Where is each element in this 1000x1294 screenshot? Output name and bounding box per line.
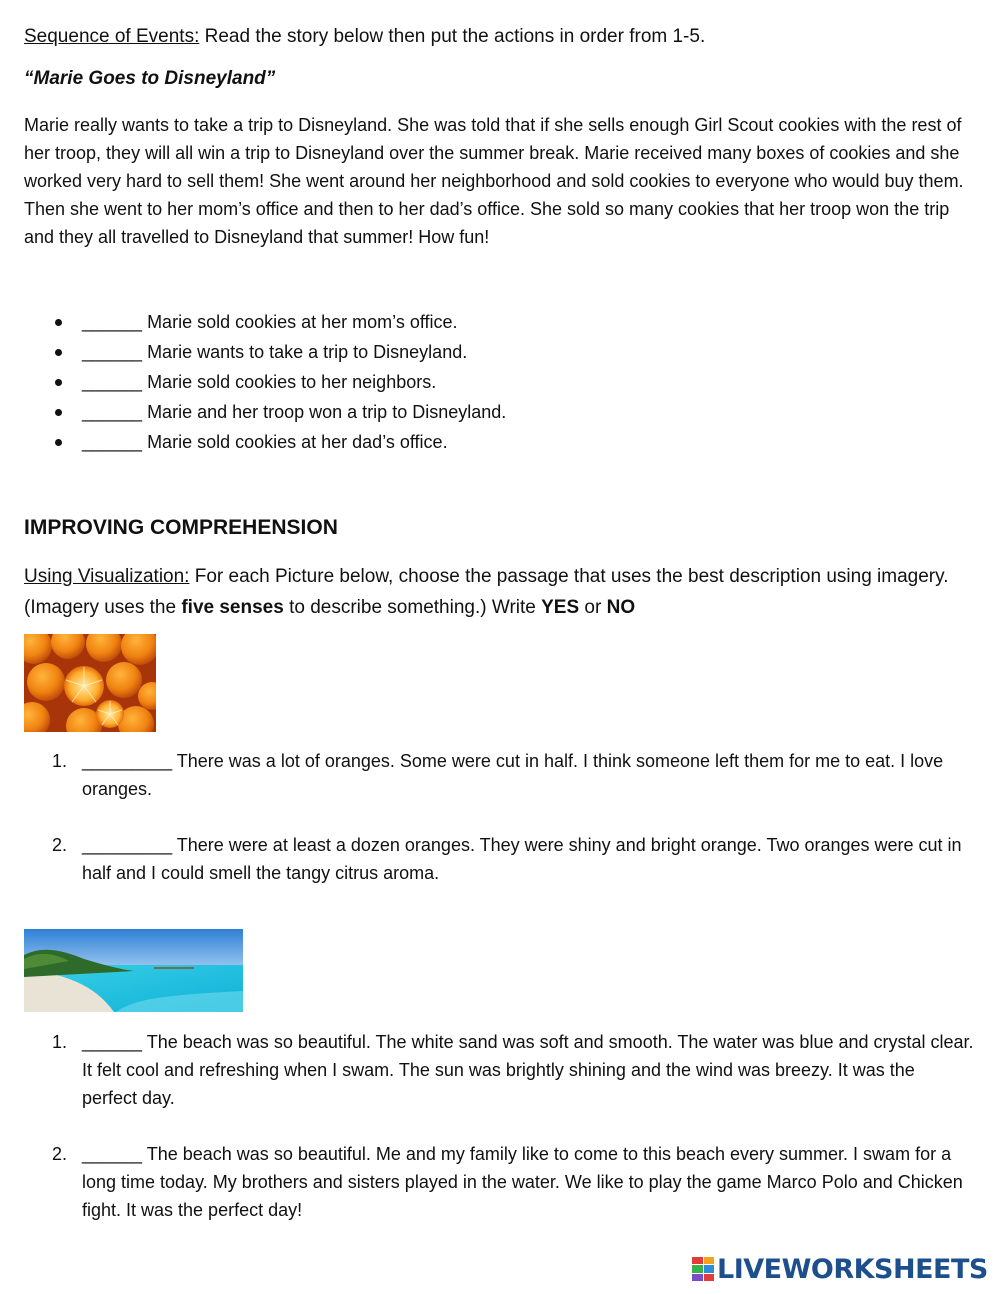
story-text <box>24 111 974 251</box>
list-item[interactable] <box>24 338 924 368</box>
beach-picture <box>24 929 243 1012</box>
list-item[interactable] <box>24 308 924 338</box>
logo-text: LIVEWORKSHEETS <box>717 1253 988 1285</box>
visualization-label: Using Visualization: <box>24 566 190 587</box>
bullet-icon <box>55 349 62 356</box>
sequence-list <box>24 308 924 458</box>
beach-options-list <box>24 1028 974 1224</box>
sequence-item-3: ______ Marie sold cookies to her neighbors. <box>82 372 437 392</box>
visualization-bold-yes: YES <box>541 597 580 618</box>
story-paragraph-1: Marie really wants to take a trip to Disneyland. She was told that if she sells enough Girl Scout cookies with the rest of her troop, they will all win a trip to Disneyland over the summer break. Marie received many boxes of cookies and she worked very hard to sell them! She went around her neighborhood and sold cookies to everyone who would buy them. <box>24 115 964 191</box>
list-item[interactable] <box>24 1028 974 1112</box>
story-title: “Marie Goes to Disneyland” <box>24 68 276 89</box>
bullet-icon <box>55 319 62 326</box>
bullet-icon <box>55 409 62 416</box>
beach-option-1: ______ The beach was so beautiful. The white sand was soft and smooth. The water was blue and crystal clear. It felt cool and refreshing when I swam. The sun was brightly shining and the wind was breezy. It was the perfect day. <box>82 1032 974 1108</box>
instructions-text: Read the story below then put the actions in order from 1-5. <box>199 26 706 47</box>
list-item[interactable] <box>24 368 924 398</box>
oranges-picture <box>24 634 156 732</box>
visualization-instructions <box>24 561 974 623</box>
sequence-item-2: ______ Marie wants to take a trip to Disneyland. <box>82 342 468 362</box>
logo-icon <box>692 1257 714 1281</box>
sequence-item-4: ______ Marie and her troop won a trip to Disneyland. <box>82 402 507 422</box>
visualization-text-a: For each Picture below, choose the passage that uses the best description using imagery. (Imagery uses the <box>24 566 949 618</box>
visualization-text-c: or <box>579 597 607 618</box>
list-item[interactable] <box>24 747 974 803</box>
list-item[interactable] <box>24 428 924 458</box>
beach-option-2: ______ The beach was so beautiful. Me and my family like to come to this beach every summer. I swam for a long time today. My brothers and sisters played in the water. We like to play the game Marco Polo and Chicken fight. It was the perfect day! <box>82 1144 963 1220</box>
visualization-text-b: to describe something.) Write <box>283 597 542 618</box>
option-number: 1. <box>52 751 68 771</box>
story-paragraph-2: Then she went to her mom’s office and then to her dad’s office. She sold so many cookies that her troop won the trip and they all travelled to Disneyland that summer! How fun! <box>24 199 950 247</box>
oranges-image <box>24 634 156 732</box>
oranges-option-2: _________ There were at least a dozen oranges. They were shiny and bright orange. Two oranges were cut in half and I could smell the tangy citrus aroma. <box>82 835 962 883</box>
sequence-item-5: ______ Marie sold cookies at her dad’s office. <box>82 432 448 452</box>
oranges-options-list <box>24 747 974 887</box>
bullet-icon <box>55 439 62 446</box>
list-item[interactable] <box>24 1140 974 1224</box>
option-number: 2. <box>52 835 68 855</box>
beach-image <box>24 929 243 1012</box>
sequence-item-1: ______ Marie sold cookies at her mom’s office. <box>82 312 458 332</box>
list-item[interactable] <box>24 398 924 428</box>
instructions-line <box>24 26 705 48</box>
liveworksheets-logo <box>692 1254 988 1284</box>
bullet-icon <box>55 379 62 386</box>
visualization-bold-senses: five senses <box>181 597 284 618</box>
oranges-option-1: _________ There was a lot of oranges. Some were cut in half. I think someone left them for me to eat. I love oranges. <box>82 751 944 799</box>
instructions-label: Sequence of Events: <box>24 26 200 47</box>
option-number: 1. <box>52 1032 68 1052</box>
list-item[interactable] <box>24 831 974 887</box>
section-heading: IMPROVING COMPREHENSION <box>24 516 338 539</box>
option-number: 2. <box>52 1144 68 1164</box>
visualization-bold-no: NO <box>606 597 636 618</box>
